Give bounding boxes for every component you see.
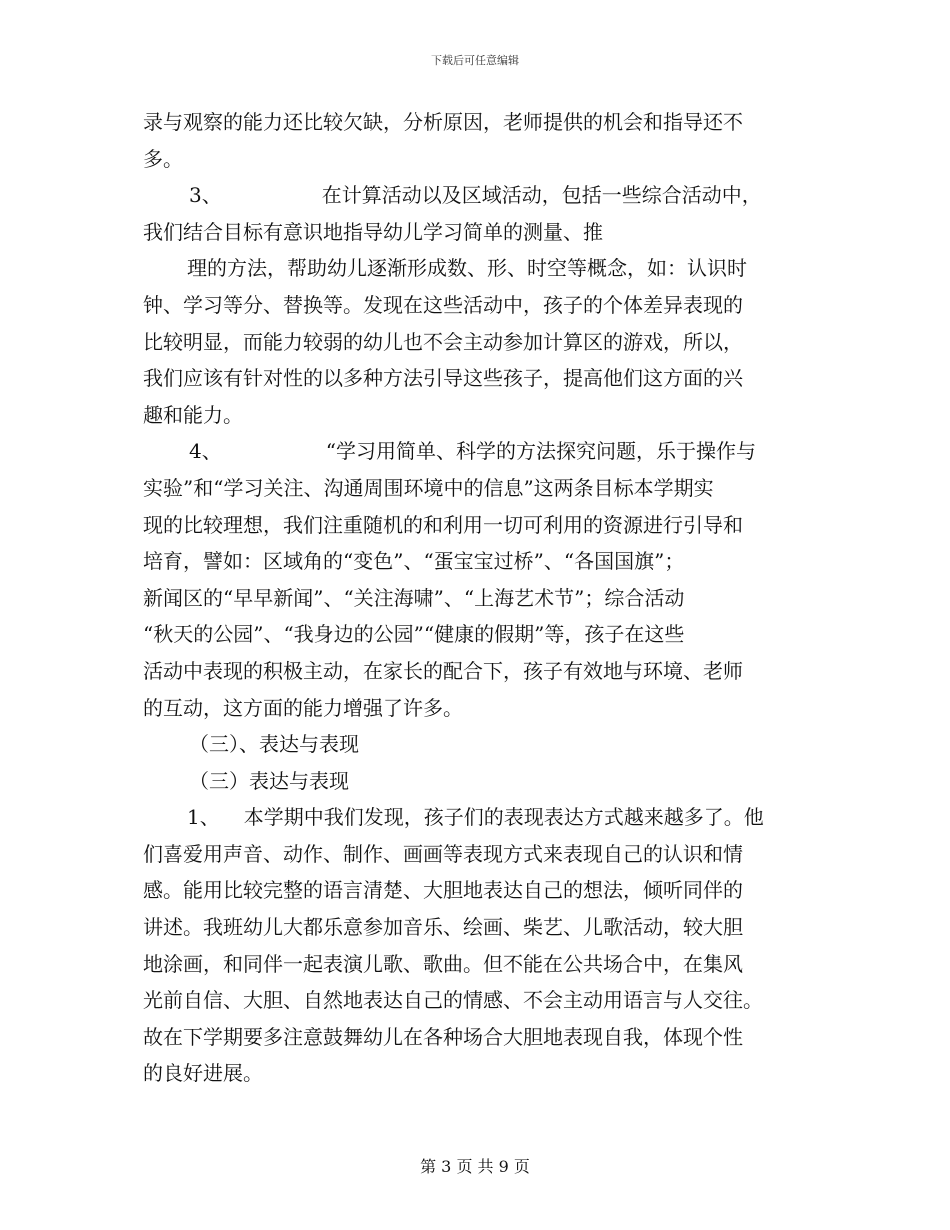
paragraph-line: 们喜爱用声音、动作、制作、画画等表现方式来表现自己的认识和情 [143, 841, 743, 866]
section-heading: （三）表达与表现 [189, 768, 349, 793]
page-footer: 第 3 页 共 9 页 [420, 1157, 530, 1176]
paragraph-line: 新闻区的“早早新闻”、“关注海啸”、“上海艺术节”；综合活动 [143, 585, 685, 610]
paragraph-line: 多。 [143, 146, 183, 171]
list-number: 3、 [189, 183, 222, 208]
page-header: 下载后可任意编辑 [431, 54, 519, 67]
list-item-1-line-1 [143, 799, 808, 836]
paragraph-line: 活动中表现的积极主动，在家长的配合下，孩子有效地与环境、老师 [143, 658, 743, 683]
list-item-4-line-1 [143, 433, 808, 470]
section-heading: （三）、表达与表现 [189, 732, 359, 757]
paragraph-line: 实验”和“学习关注、沟通周围环境中的信息”这两条目标本学期实 [143, 475, 714, 500]
paragraph-line: 比较明显，而能力较弱的幼儿也不会主动参加计算区的游戏，所以， [143, 329, 743, 354]
paragraph-line: 现的比较理想，我们注重随机的和利用一切可利用的资源进行引导和 [143, 512, 743, 537]
list-number: 1、 [187, 805, 220, 830]
paragraph-line: 讲述。我班幼儿大都乐意参加音乐、绘画、柴艺、儿歌活动，较大胆 [143, 915, 743, 940]
paragraph-line: “秋天的公园”、“我身边的公园”“健康的假期”等，孩子在这些 [143, 622, 685, 647]
paragraph-line: 故在下学期要多注意鼓舞幼儿在各种场合大胆地表现自我，体现个性 [143, 1024, 743, 1049]
paragraph-line: 的互动，这方面的能力增强了许多。 [143, 695, 463, 720]
paragraph-line: 本学期中我们发现，孩子们的表现表达方式越来越多了。他 [243, 805, 764, 830]
paragraph-line: 趣和能力。 [143, 402, 243, 427]
paragraph-line: 我们应该有针对性的以多种方法引导这些孩子，提高他们这方面的兴 [143, 366, 743, 391]
list-number: 4、 [189, 439, 222, 464]
paragraph-line: 的良好进展。 [143, 1061, 263, 1086]
paragraph-line: 培育，譬如：区域角的“变色”、“蛋宝宝过桥”、“各国国旗”； [143, 549, 685, 574]
list-item-3-line-1 [143, 177, 808, 214]
paragraph-line: 感。能用比较完整的语言清楚、大胆地表达自己的想法，倾听同伴的 [143, 878, 743, 903]
paragraph-line: 光前自信、大胆、自然地表达自己的情感、不会主动用语言与人交往。 [143, 988, 763, 1013]
paragraph-line: 钟、学习等分、替换等。发现在这些活动中，孩子的个体差异表现的 [143, 292, 743, 317]
document-body [143, 104, 808, 1092]
paragraph-line: 地涂画，和同伴一起表演儿歌、歌曲。但不能在公共场合中，在集风 [143, 951, 743, 976]
paragraph-line: 我们结合目标有意识地指导幼儿学习简单的测量、推 [143, 219, 603, 244]
paragraph-line: 理的方法，帮助幼儿逐渐形成数、形、时空等概念，如：认识时 [187, 256, 747, 281]
paragraph-line: 在计算活动以及区域活动，包括一些综合活动中， [321, 183, 762, 208]
paragraph-line: 录与观察的能力还比较欠缺，分析原因，老师提供的机会和指导还不 [143, 110, 743, 134]
paragraph-line: “学习用简单、科学的方法探究问题，乐于操作与 [325, 439, 756, 464]
